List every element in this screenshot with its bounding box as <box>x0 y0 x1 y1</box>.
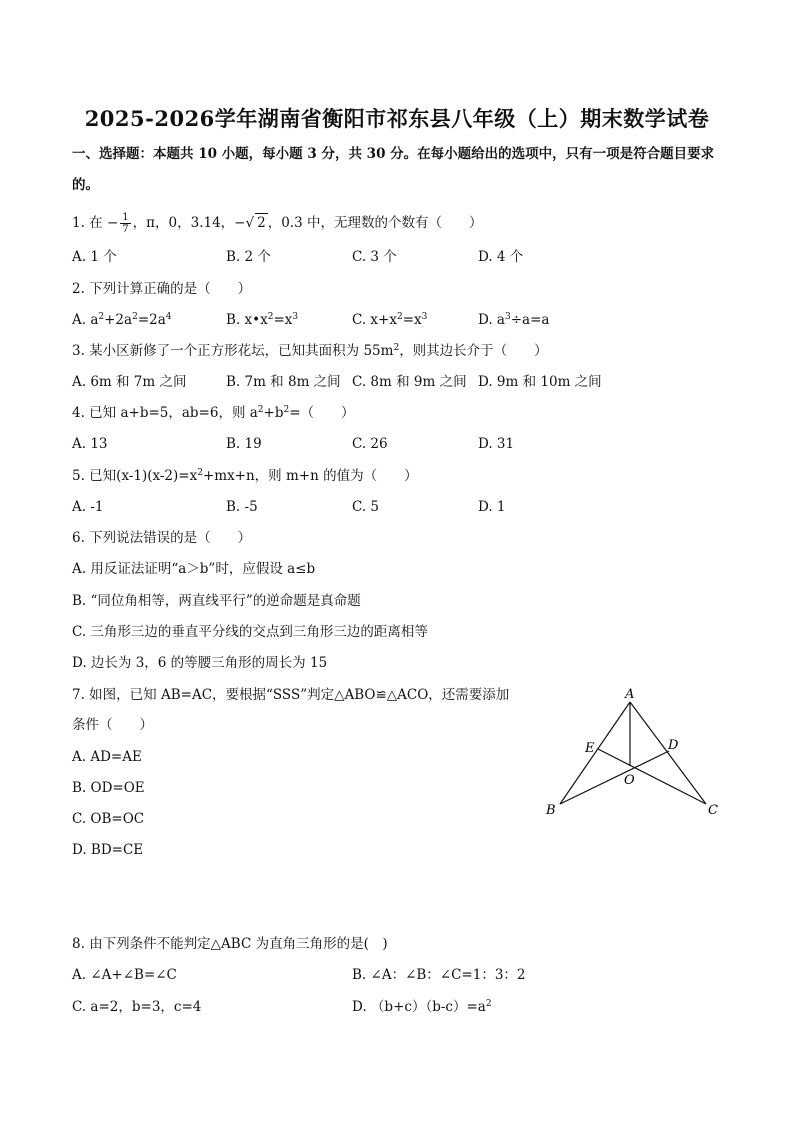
q3-option-d: D. 9m 和 10m 之间 <box>478 374 602 390</box>
q2-option-d: D. $a^3\div a=a$ <box>478 312 550 328</box>
q1-option-c: C. 3 个 <box>352 249 397 265</box>
q4-option-a: A. 13 <box>72 436 108 452</box>
page-title: 2025-2026学年湖南省衡阳市祁东县八年级（上）期末数学试卷 <box>84 106 710 131</box>
q7-option-b: B. OD=OE <box>72 780 145 796</box>
question-7-stem: 7. 如图，已知 AB=AC，要根据“SSS”判定△ABO≌△ACO，还需要添加 <box>72 687 510 703</box>
q1-option-a: A. 1 个 <box>72 249 117 265</box>
q2-option-a: A. $a^2+2a^2=2a^4$ <box>72 312 172 328</box>
q7-option-a: A. AD=AE <box>72 749 142 765</box>
question-2-stem: 2. 下列计算正确的是（ ） <box>72 281 252 297</box>
question-5-stem: 5. 已知$(x-1)(x-2)=x^2+mx+n$，则 m+n 的值为（ ） <box>72 468 418 484</box>
q7-option-d: D. BD=CE <box>72 842 144 858</box>
question-8-stem: 8. 由下列条件不能判定△ABC 为直角三角形的是( ) <box>72 936 388 952</box>
question-4-stem: 4. 已知 a+b=5，ab=6，则 $a^2+b^2=$（ ） <box>72 405 355 421</box>
q6-option-b: B. “同位角相等，两直线平行”的逆命题是真命题 <box>72 593 361 609</box>
q8-option-a: A. ∠A+∠B=∠C <box>72 967 177 983</box>
label-c: C <box>708 803 718 818</box>
q7-option-c: C. OB=OC <box>72 811 145 827</box>
q8-option-d: D. $(b+c)(b-c)=a^2$ <box>352 999 492 1015</box>
q6-option-a: A. 用反证法证明“a＞b”时，应假设 a≤b <box>72 561 316 577</box>
label-a: A <box>625 687 635 702</box>
question-1-stem: 1. 在 − $\frac{1}{7}$ ，π，0，3.14，−√ 2 ，0.3 中，无理数的个数有（ ） <box>72 212 483 235</box>
q1-option-d: D. 4 个 <box>478 249 524 265</box>
label-b: B <box>546 803 556 818</box>
q6-option-c: C. 三角形三边的垂直平分线的交点到三角形三边的距离相等 <box>72 624 428 640</box>
q2-option-b: B. $x•x^2=x^3$ <box>226 312 299 328</box>
q2-option-c: C. $x+x^2=x^3$ <box>352 312 428 328</box>
q5-option-b: B. -5 <box>226 499 258 515</box>
q3-option-a: A. 6m 和 7m 之间 <box>72 374 187 390</box>
question-7-stem-cont: 条件（ ） <box>72 717 153 733</box>
q5-option-d: D. 1 <box>478 499 506 515</box>
q8-option-c: C. a=2，b=3，c=4 <box>72 999 202 1015</box>
segment-ab <box>560 702 630 804</box>
q1-option-b: B. 2 个 <box>226 249 271 265</box>
sqrt-symbol: √ <box>245 215 255 231</box>
label-d: D <box>668 738 679 753</box>
section-heading: 一、选择题：本题共 10 小题，每小题 3 分，共 30 分。在每小题给出的选项中，只有一项是符合题目要求 <box>72 146 715 162</box>
q4-option-d: D. 31 <box>478 436 515 452</box>
fraction: $\frac{1}{7}$ <box>122 212 129 235</box>
segment-ac <box>630 702 706 804</box>
triangle-figure <box>540 684 730 824</box>
q4-option-b: B. 19 <box>226 436 262 452</box>
q8-option-b: B. ∠A：∠B：∠C=1：3：2 <box>352 967 526 983</box>
label-o: O <box>624 773 635 788</box>
question-6-stem: 6. 下列说法错误的是（ ） <box>72 530 252 546</box>
label-e: E <box>585 741 595 756</box>
q5-option-c: C. 5 <box>352 499 380 515</box>
q4-option-c: C. 26 <box>352 436 388 452</box>
q3-option-c: C. 8m 和 9m 之间 <box>352 374 467 390</box>
question-3-stem: 3. 某小区新修了一个正方形花坛，已知其面积为 $55m^2$，则其边长介于（ ） <box>72 343 548 359</box>
segment-ce <box>598 749 706 804</box>
q3-option-b: B. 7m 和 8m 之间 <box>226 374 341 390</box>
q5-option-a: A. -1 <box>72 499 104 515</box>
section-heading-cont: 的。 <box>72 177 99 193</box>
q6-option-d: D. 边长为 3，6 的等腰三角形的周长为 15 <box>72 655 328 671</box>
